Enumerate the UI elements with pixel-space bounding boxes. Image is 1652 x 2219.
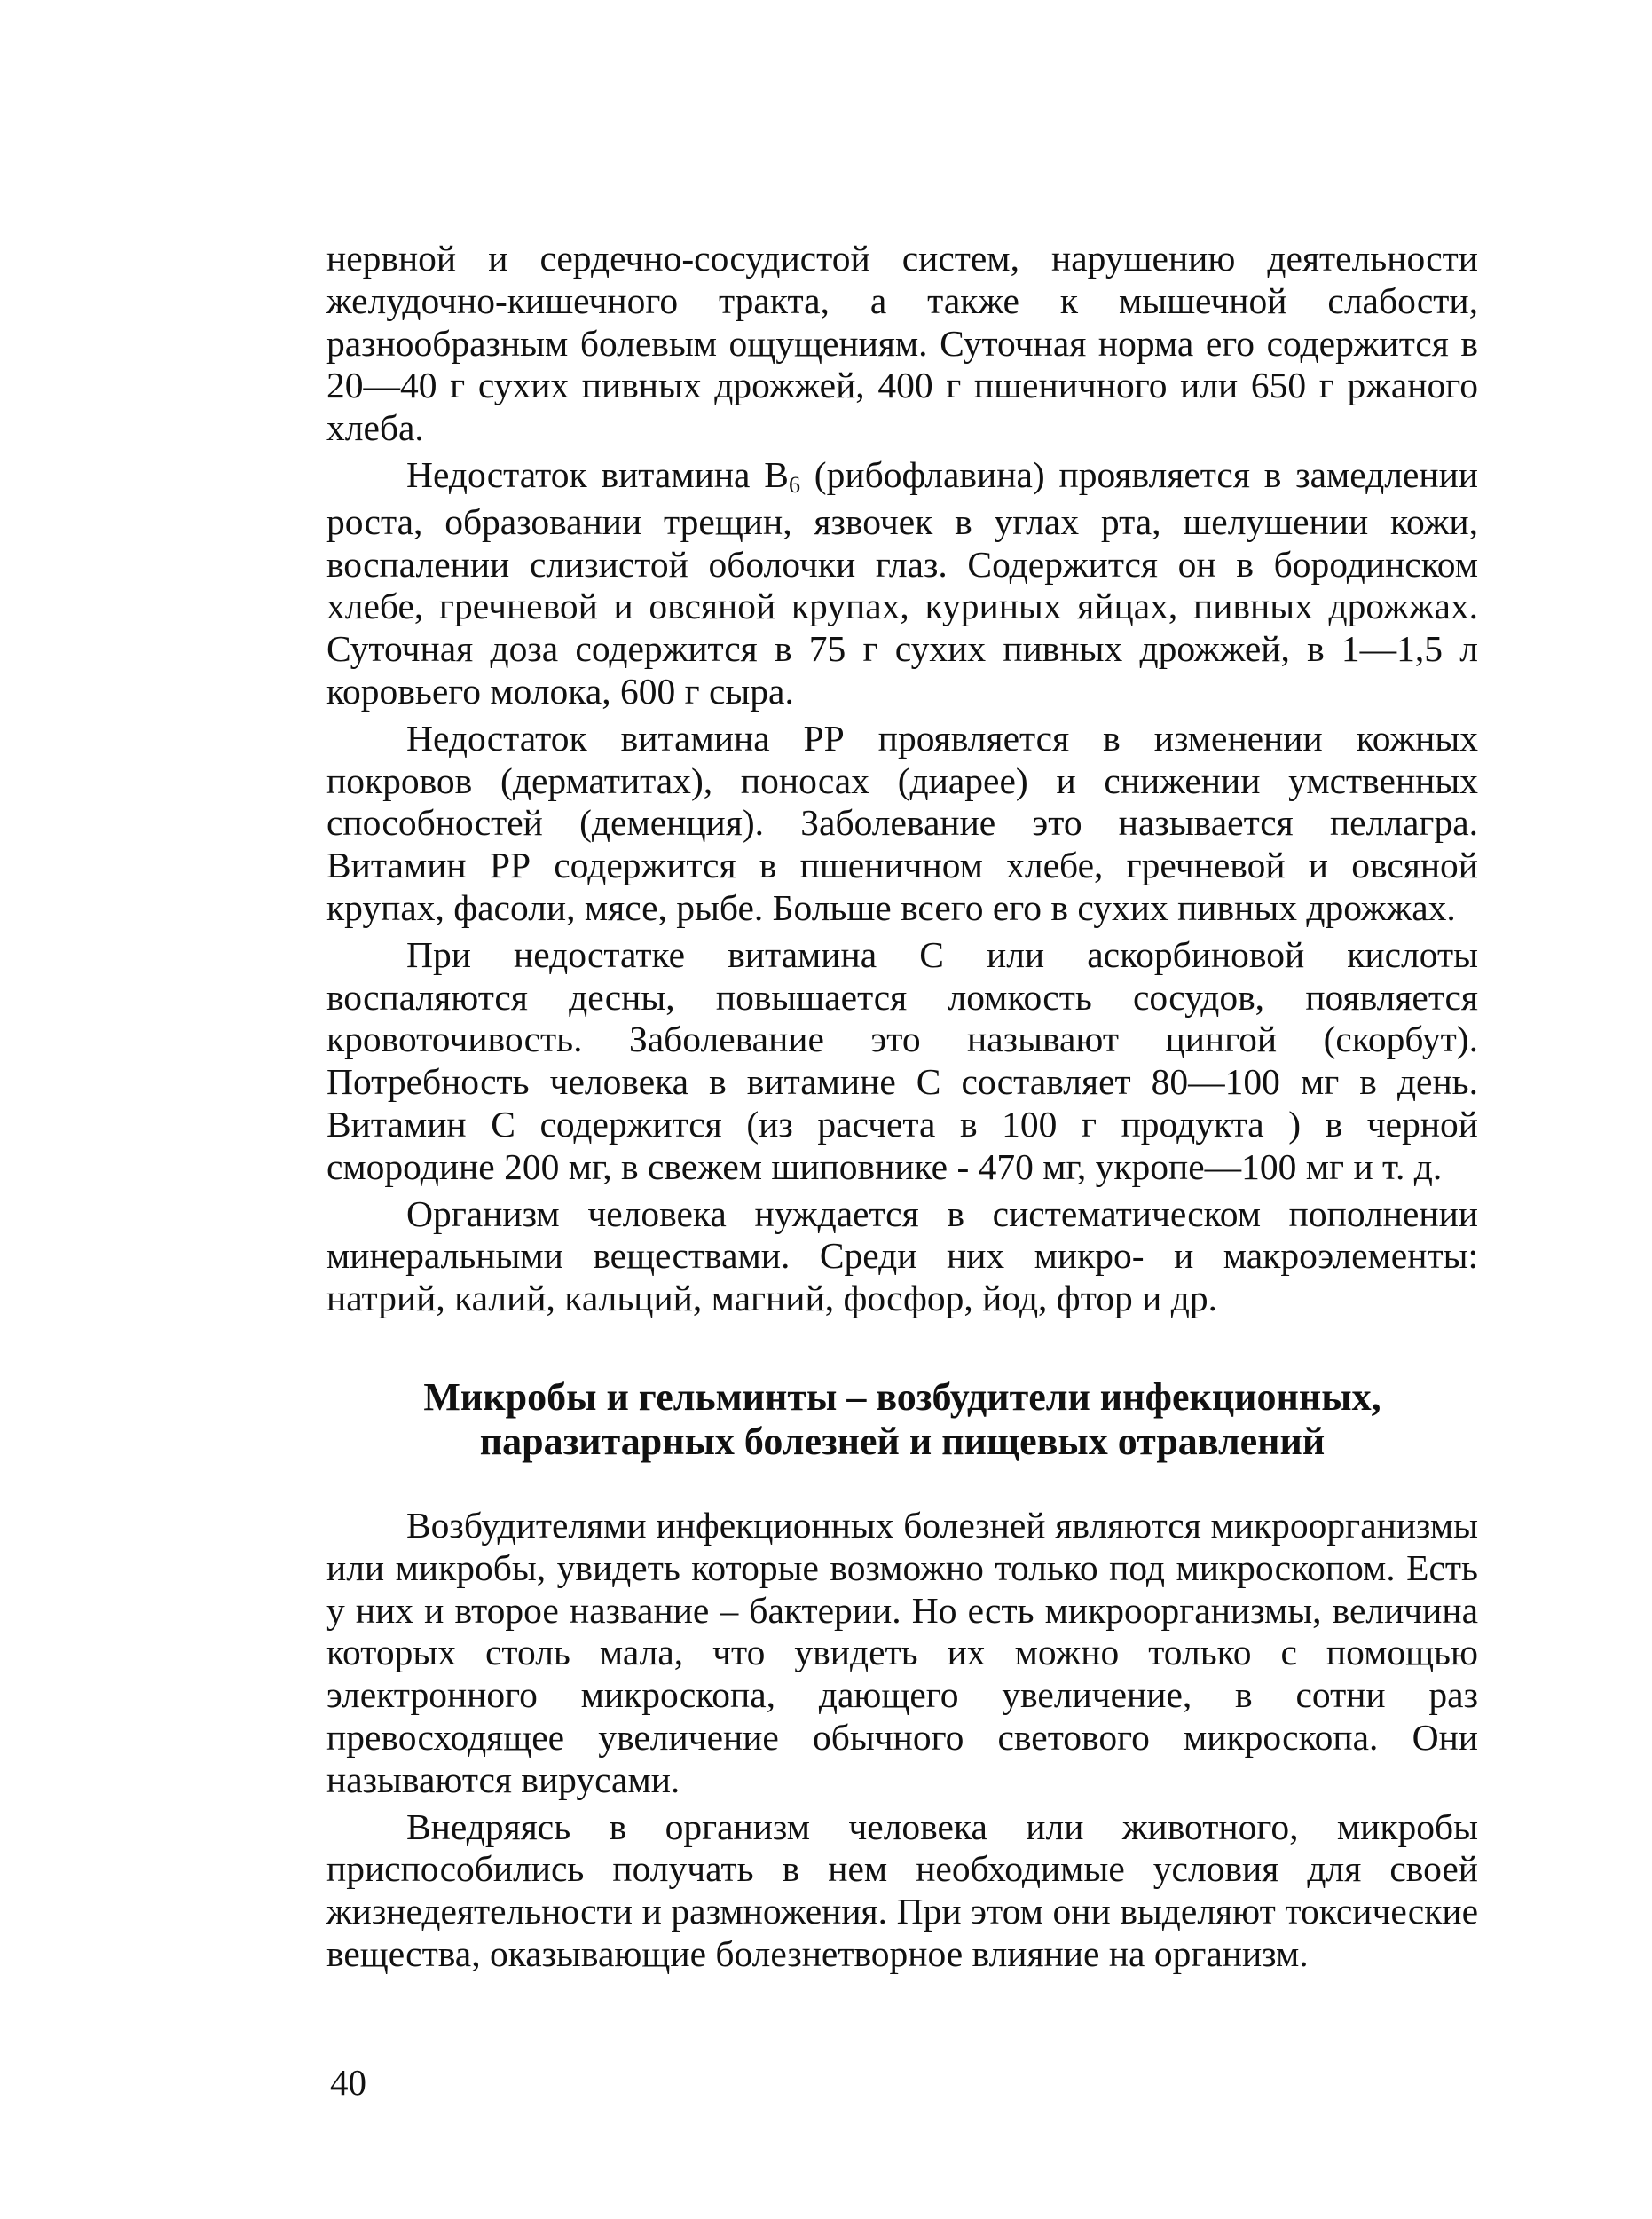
- paragraph-vitamin-b6-rest: (рибофлавина) проявляется в замедлении роста, образовании трещин, язвочек в углах рта, шелушении кожи, воспалении слизистой оболочки глаз. Содержится он в бородинском хлебе, гречневой и овсяной крупах, куриных яйцах, пивных дрожжах. Суточная доза содержится в 75 г сухих пивных дрожжей, в 1—1,5 л коровьего молока, 600 г сыра.: [326, 453, 1479, 712]
- section-heading-line-1: Микробы и гельминты – возбудители инфекционных,: [423, 1374, 1381, 1419]
- paragraph-vitamin-b1-continued: нервной и сердечно-сосудистой систем, нарушению деятельности желудочно-кишечного тракта, а также к мышечной слабости, разнообразным болевым ощущениям. Суточная норма его содержится в 20—40 г сухих пивных дрожжей, 400 г пшеничного или 650 г ржаного хлеба.: [326, 238, 1478, 449]
- page-number: 40: [330, 2062, 366, 2103]
- page-body: [326, 238, 1478, 1980]
- paragraph-microbes: Возбудителями инфекционных болезней являются микроорганизмы или микробы, увидеть которые возможно только под микроскопом. Есть у них и второе название – бактерии. Но есть микроорганизмы, величина которых столь мала, что увидеть их можно только с помощью электронного микроскопа, дающего увеличение, в сотни раз превосходящее увеличение обычного светового микроскопа. Они называются вирусами.: [326, 1504, 1478, 1800]
- section-heading: [326, 1375, 1478, 1464]
- paragraph-vitamin-b6: [326, 454, 1478, 713]
- paragraph-vitamin-c: При недостатке витамина С или аскорбиновой кислоты воспаляются десны, повышается ломкость сосудов, появляется кровоточивость. Заболевание это называют цингой (скорбут). Потребность человека в витамине С составляет 80—100 мг в день. Витамин С содержится (из расчета в 100 г продукта ) в черной смородине 200 мг, в свежем шиповнике - 470 мг, укропе—100 мг и т. д.: [326, 933, 1478, 1187]
- paragraph-vitamin-pp: Недостаток витамина РР проявляется в изменении кожных покровов (дерматитах), поносах (диарее) и снижении умственных способностей (деменция). Заболевание это называется пеллагра. Витамин РР содержится в пшеничном хлебе, гречневой и овсяной крупах, фасоли, мясе, рыбе. Больше всего его в сухих пивных дрожжах.: [326, 717, 1478, 928]
- paragraph-minerals: Организм человека нуждается в систематическом пополнении минеральными веществами. Среди них микро- и макроэлементы: натрий, калий, кальций, магний, фосфор, йод, фтор и др.: [326, 1192, 1478, 1319]
- paragraph-microbe-adaptation: Внедряясь в организм человека или животного, микробы приспособились получать в нем необходимые условия для своей жизнедеятельности и размножения. При этом они выделяют токсические вещества, оказывающие болезнетворное влияние на организм.: [326, 1806, 1478, 1974]
- vitamin-b6-subscript: 6: [788, 471, 800, 498]
- section-heading-line-2: паразитарных болезней и пищевых отравлений: [479, 1419, 1326, 1463]
- paragraph-vitamin-b6-start: Недостаток витамина В: [406, 453, 789, 495]
